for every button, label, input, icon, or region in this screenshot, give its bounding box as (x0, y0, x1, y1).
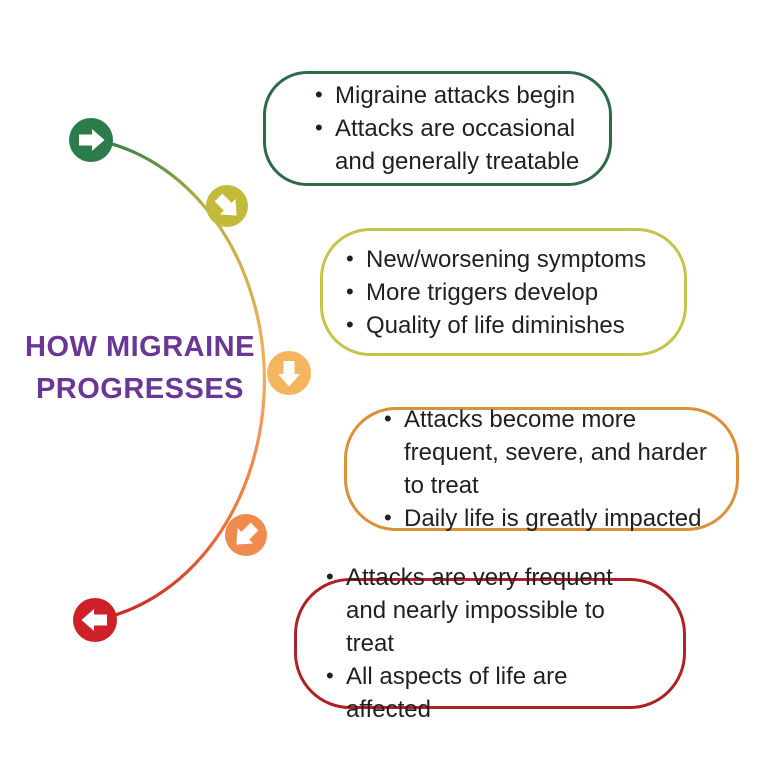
bullet-item: • Attacks are occasional and generally treatable (312, 112, 587, 178)
stage-4-list (297, 561, 683, 726)
bullet-item: • Daily life is greatly impacted (381, 502, 722, 535)
stage-3-list (347, 403, 736, 535)
stage-marker-4 (225, 514, 267, 556)
bullet-item: • New/worsening symptoms (343, 243, 666, 276)
page-title-line-2: PROGRESSES (35, 373, 245, 405)
bullet-item: • All aspects of life are affected (323, 660, 645, 726)
bullet-item: • Attacks are very frequent and nearly impossible to treat (323, 561, 645, 660)
stage-1-box (263, 71, 612, 186)
bullet-item: • Quality of life diminishes (343, 309, 666, 342)
stage-3-box (344, 407, 739, 531)
stage-2-list (323, 243, 684, 342)
stage-1-list (266, 79, 609, 178)
stage-marker-2 (206, 185, 248, 227)
bullet-item: • More triggers develop (343, 276, 666, 309)
stage-marker-1 (69, 118, 113, 162)
stage-2-box (320, 228, 687, 356)
page-title-line-1: HOW MIGRAINE (25, 331, 255, 363)
stage-marker-5 (73, 598, 117, 642)
bullet-item: • Migraine attacks begin (312, 79, 587, 112)
bullet-item: • Attacks become more frequent, severe, and harder to treat (381, 403, 722, 502)
stage-4-box (294, 564, 686, 723)
page-title (8, 326, 272, 410)
stage-marker-3 (267, 351, 311, 395)
